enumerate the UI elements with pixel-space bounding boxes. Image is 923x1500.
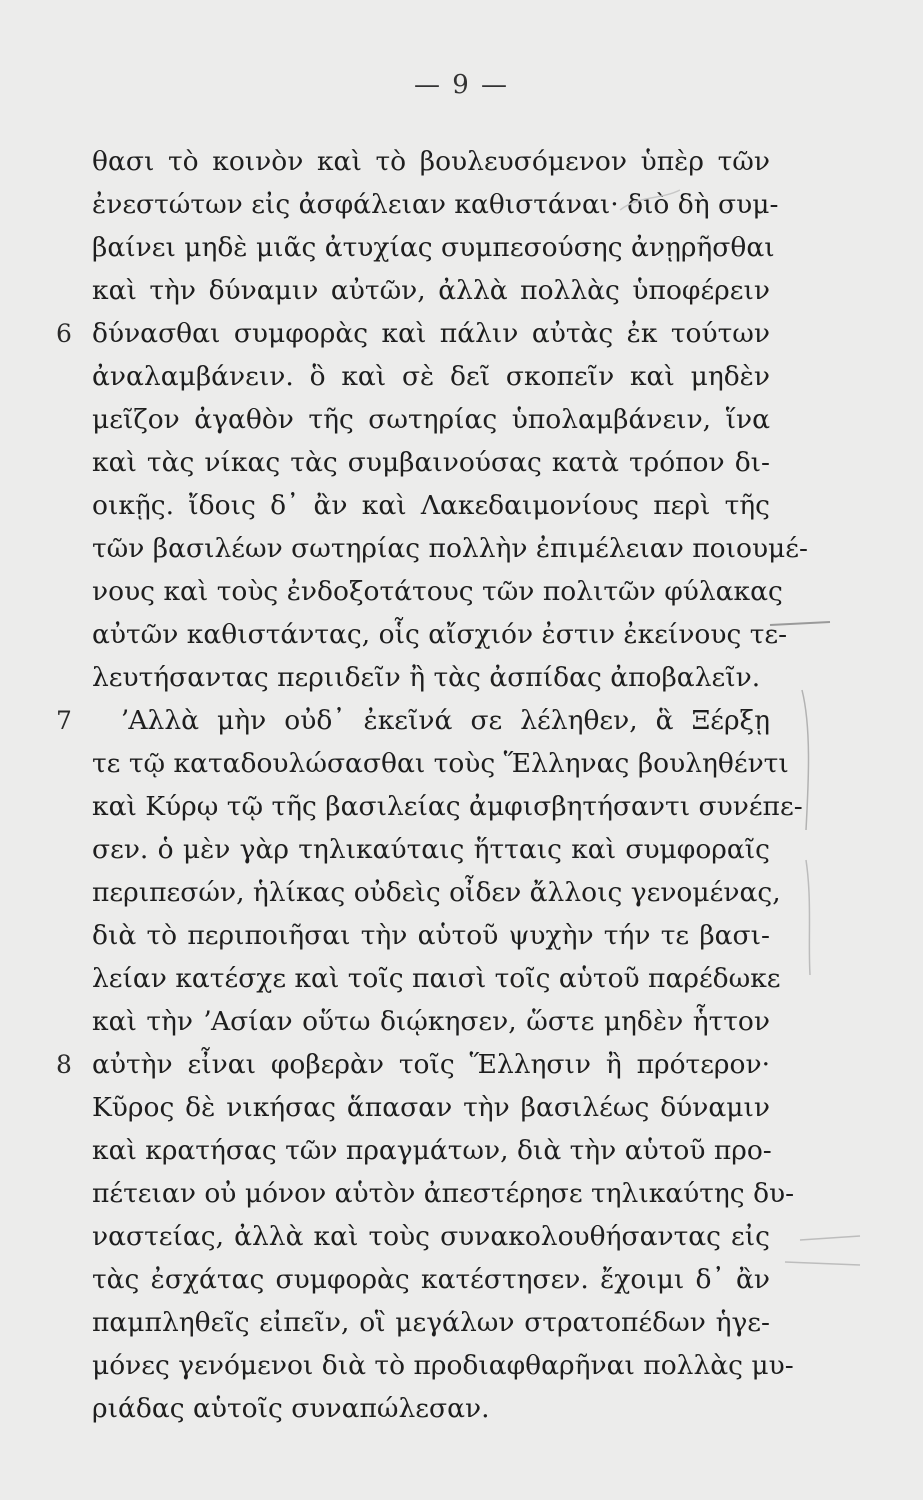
text-line-content: καὶ κρατήσας τῶν πραγμάτων, διὰ τὴν αὑτοῦ προ- (92, 1135, 772, 1166)
text-line-content: αὐτῶν καθιστάντας, οἷς αἴσχιόν ἐστιν ἐκείνους τε- (92, 619, 788, 650)
text-line-content: μεῖζον ἀγαθὸν τῆς σωτηρίας ὑπολαμβάνειν, ἵνα (92, 404, 770, 435)
section-number: 6 (56, 319, 72, 348)
text-line-content: λείαν κατέσχε καὶ τοῖς παισὶ τοῖς αὑτοῦ παρέδωκε (92, 963, 781, 994)
text-line-content: λευτήσαντας περιιδεῖν ἢ τὰς ἀσπίδας ἀποβαλεῖν. (92, 662, 761, 693)
pencil-scribble (620, 190, 680, 210)
text-line-content: καὶ τὴν ʼΑσίαν οὕτω διῴκησεν, ὥστε μηδὲν ἧττον (92, 1006, 770, 1037)
text-line-content: αὐτὴν εἶναι φοβερὰν τοῖς Ἕλλησιν ἢ πρότερον· (92, 1049, 770, 1080)
text-line-content: βαίνει μηδὲ μιᾶς ἀτυχίας συμπεσούσης ἀνῃρῆσθαι (92, 232, 775, 263)
section-number: 8 (56, 1050, 72, 1079)
pencil-dash-2 (800, 1236, 860, 1240)
text-line-content: ναστείας, ἀλλὰ καὶ τοὺς συνακολουθήσαντας εἰς (92, 1221, 770, 1252)
text-line-content: θασι τὸ κοινὸν καὶ τὸ βουλευσόμενον ὑπὲρ τῶν (92, 146, 770, 177)
pencil-line-margin (802, 690, 809, 830)
text-line-content: Κῦρος δὲ νικήσας ἅπασαν τὴν βασιλέως δύναμιν (92, 1092, 770, 1123)
text-line-content: τε τῷ καταδουλώσασθαι τοὺς Ἕλληνας βουληθέντι (92, 748, 789, 779)
text-line-content: νους καὶ τοὺς ἐνδοξοτάτους τῶν πολιτῶν φύλακας (92, 576, 783, 607)
pencil-dash-3 (785, 1262, 860, 1265)
text-line-content: ἀναλαμβάνειν. ὃ καὶ σὲ δεῖ σκοπεῖν καὶ μηδὲν (92, 361, 770, 392)
text-line-content: τῶν βασιλέων σωτηρίας πολλὴν ἐπιμέλειαν ποιουμέ- (92, 533, 808, 564)
text-line-content: ʼΑλλὰ μὴν οὐδ᾽ ἐκεῖνά σε λέληθεν, ἃ Ξέρξῃ (120, 705, 770, 736)
text-line-content: καὶ Κύρῳ τῷ τῆς βασιλείας ἀμφισβητήσαντι συνέπε- (92, 791, 803, 822)
text-line-content: περιπεσών, ἡλίκας οὐδεὶς οἶδεν ἄλλοις γενομένας, (92, 877, 781, 908)
pencil-dash-1 (770, 622, 830, 625)
text-line-content: δύνασθαι συμφορὰς καὶ πάλιν αὐτὰς ἐκ τούτων (92, 318, 770, 349)
text-line-content: καὶ τὴν δύναμιν αὐτῶν, ἀλλὰ πολλὰς ὑποφέρειν (92, 275, 770, 306)
pencil-line-margin-2 (806, 860, 810, 975)
text-line-content: σεν. ὁ μὲν γὰρ τηλικαύταις ἥτταις καὶ συμφοραῖς (92, 834, 770, 865)
text-line-content: παμπληθεῖς εἰπεῖν, οἳ μεγάλων στρατοπέδων ἡγε- (92, 1307, 770, 1338)
text-line-content: καὶ τὰς νίκας τὰς συμβαινούσας κατὰ τρόπον δι- (92, 447, 770, 478)
text-line-content: πέτειαν οὐ μόνον αὑτὸν ἀπεστέρησε τηλικαύτης δυ- (92, 1178, 795, 1209)
text-line-content: τὰς ἐσχάτας συμφορὰς κατέστησεν. ἔχοιμι δ᾽ ἂν (92, 1264, 770, 1295)
text-line-content: μόνες γενόμενοι διὰ τὸ προδιαφθαρῆναι πολλὰς μυ- (92, 1350, 794, 1381)
section-number: 7 (56, 706, 72, 735)
text-line-content: ἐνεστώτων εἰς ἀσφάλειαν καθιστάναι· διὸ δὴ συμ- (92, 189, 779, 220)
text-line-content: διὰ τὸ περιποιῆσαι τὴν αὑτοῦ ψυχὴν τήν τε βασι- (92, 920, 770, 951)
text-line-content: ριάδας αὑτοῖς συναπώλεσαν. (92, 1393, 490, 1424)
page-number: — 9 — (413, 70, 510, 100)
text-line-content: οικῇς. ἴδοις δ᾽ ἂν καὶ Λακεδαιμονίους περὶ τῆς (92, 490, 770, 521)
